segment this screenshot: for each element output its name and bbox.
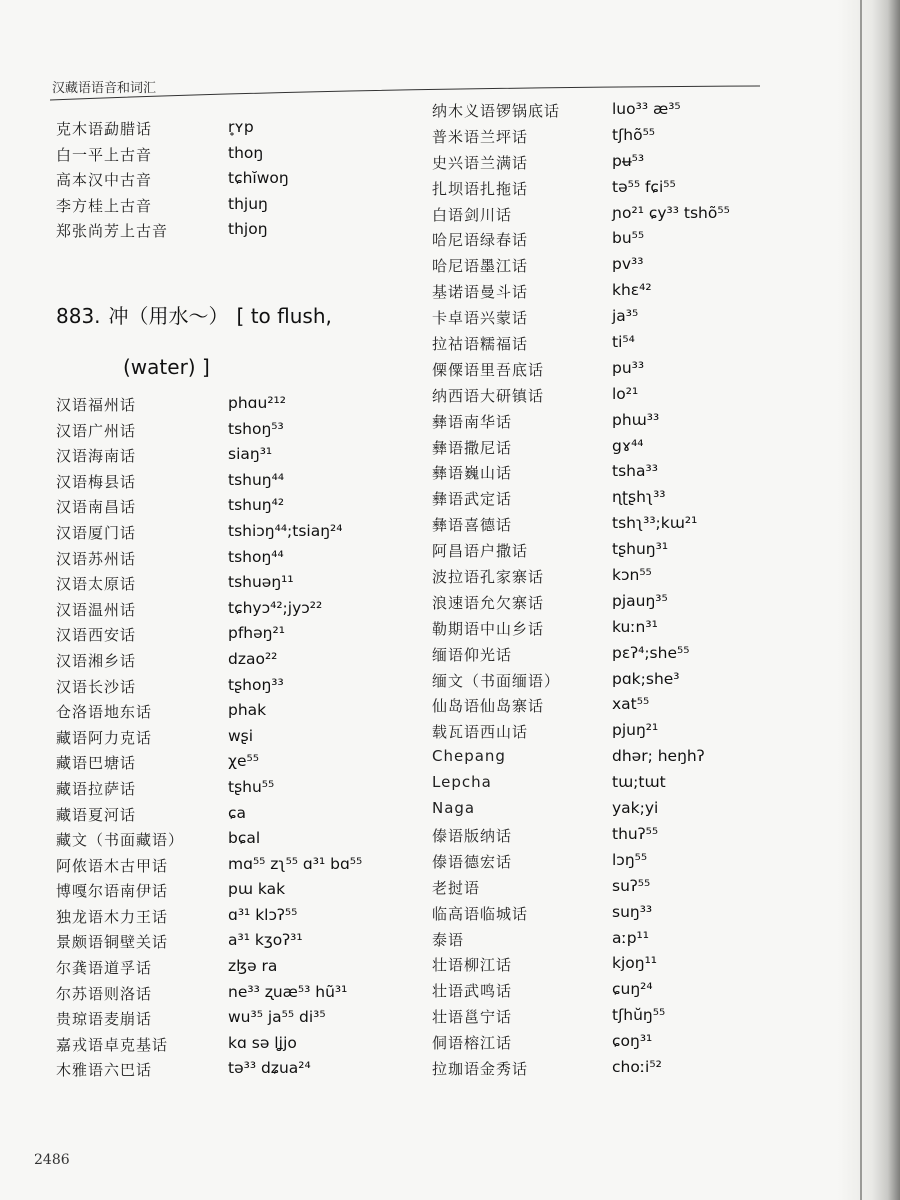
language-name: 彝语喜德话 bbox=[432, 516, 513, 535]
language-name: 临高语临城话 bbox=[432, 904, 529, 923]
phonetic-form: tʃhõ⁵⁵ bbox=[612, 125, 656, 144]
entry-row bbox=[432, 618, 862, 644]
language-name: 克木语勐腊话 bbox=[56, 120, 153, 138]
language-name: 纳西语大研镇话 bbox=[432, 386, 545, 405]
phonetic-form: dzao²² bbox=[228, 649, 278, 668]
phonetic-form: kɔn⁵⁵ bbox=[612, 566, 652, 585]
phonetic-form: ɕoŋ³¹ bbox=[612, 1032, 653, 1051]
right-column-entries bbox=[432, 100, 862, 1084]
phonetic-form: tshuŋ⁴² bbox=[228, 496, 285, 515]
language-name: 独龙语木力王话 bbox=[56, 907, 169, 926]
phonetic-form: phɯ³³ bbox=[612, 410, 660, 429]
language-name: 壮语武鸣话 bbox=[432, 982, 513, 1001]
entry-gloss-part1: [ to flush, bbox=[236, 304, 332, 328]
phonetic-form: pʉ⁵³ bbox=[612, 151, 645, 170]
language-name: 汉语南昌话 bbox=[56, 498, 137, 517]
phonetic-form: pɯ kak bbox=[228, 880, 286, 899]
entry-row bbox=[56, 931, 426, 957]
entry-row bbox=[56, 169, 426, 195]
language-name: 浪速语允欠寨话 bbox=[432, 593, 545, 612]
entry-row bbox=[56, 1008, 426, 1034]
phonetic-form: χe⁵⁵ bbox=[228, 752, 259, 771]
language-name: 汉语苏州话 bbox=[56, 549, 137, 568]
entry-row bbox=[432, 307, 862, 333]
phonetic-form: zɮə ra bbox=[228, 957, 278, 976]
entry-row bbox=[56, 676, 426, 702]
entry-row bbox=[56, 445, 426, 471]
entry-row bbox=[56, 118, 426, 144]
entry-row bbox=[56, 880, 426, 906]
entry-row bbox=[432, 255, 862, 281]
entry-row bbox=[56, 548, 426, 574]
phonetic-form: choːi⁵² bbox=[612, 1057, 662, 1076]
entry-row bbox=[432, 670, 862, 696]
page-number: 2486 bbox=[34, 1152, 70, 1168]
phonetic-form: kjoŋ¹¹ bbox=[612, 954, 658, 973]
phonetic-form: tshʅ³³;kɯ²¹ bbox=[612, 514, 698, 533]
language-name: 汉语梅县话 bbox=[56, 472, 137, 491]
language-name: 藏语巴塘话 bbox=[56, 754, 137, 773]
entry-row bbox=[56, 778, 426, 804]
entry-row bbox=[432, 1058, 862, 1084]
entry-row bbox=[432, 644, 862, 670]
language-name: 汉语福州话 bbox=[56, 396, 137, 414]
entry-row bbox=[56, 420, 426, 446]
phonetic-form: tshuəŋ¹¹ bbox=[228, 573, 294, 592]
entry-row bbox=[56, 957, 426, 983]
entry-row bbox=[56, 855, 426, 881]
phonetic-form: thjoŋ bbox=[228, 220, 268, 239]
entry-row bbox=[432, 954, 862, 980]
phonetic-form: khɛ⁴² bbox=[612, 281, 652, 300]
entry-row bbox=[432, 903, 862, 929]
language-name: 哈尼语墨江话 bbox=[432, 257, 529, 276]
language-name: 藏语夏河话 bbox=[56, 805, 137, 824]
phonetic-form: tʂhuŋ³¹ bbox=[612, 540, 669, 559]
entry-row bbox=[56, 829, 426, 855]
phonetic-form: tsha³³ bbox=[612, 462, 658, 481]
entry-row bbox=[432, 721, 862, 747]
phonetic-form: yak;yi bbox=[612, 799, 659, 818]
language-name: 汉语温州话 bbox=[56, 600, 137, 619]
entry-row bbox=[56, 496, 426, 522]
language-name: 泰语 bbox=[432, 930, 465, 949]
running-head: 汉藏语语音和词汇 bbox=[52, 81, 157, 96]
phonetic-form: wʂi bbox=[228, 726, 254, 745]
entry-row bbox=[432, 204, 862, 230]
phonetic-form: lɔŋ⁵⁵ bbox=[612, 850, 648, 869]
phonetic-form: siaŋ³¹ bbox=[228, 445, 273, 464]
entry-row bbox=[56, 727, 426, 753]
language-name: 勒期语中山乡话 bbox=[432, 619, 545, 638]
entry-row bbox=[432, 462, 862, 488]
entry-row bbox=[432, 411, 862, 437]
language-name: Lepcha bbox=[432, 773, 492, 792]
phonetic-form: luo³³ æ³⁵ bbox=[612, 100, 681, 118]
phonetic-form: tʃhŭŋ⁵⁵ bbox=[612, 1006, 666, 1025]
language-name: 高本汉中古音 bbox=[56, 171, 153, 190]
phonetic-form: kuːn³¹ bbox=[612, 617, 658, 636]
phonetic-form: bu⁵⁵ bbox=[612, 229, 645, 248]
entry-row bbox=[432, 566, 862, 592]
entry-row bbox=[432, 825, 862, 851]
language-name: 藏语拉萨话 bbox=[56, 779, 137, 798]
language-name: 藏语阿力克话 bbox=[56, 728, 153, 747]
language-name: 阿侬语木古甲话 bbox=[56, 856, 169, 875]
entry-row bbox=[432, 229, 862, 255]
left-column-top bbox=[56, 118, 426, 246]
phonetic-form: ɕuŋ²⁴ bbox=[612, 980, 653, 999]
phonetic-form: ne³³ ʐuæ⁵³ hũ³¹ bbox=[228, 982, 348, 1001]
language-name: 哈尼语绿春话 bbox=[432, 231, 529, 250]
language-name: 史兴语兰满话 bbox=[432, 153, 529, 172]
entry-gloss-part2: (water) ] bbox=[123, 355, 210, 379]
entry-row bbox=[432, 385, 862, 411]
language-name: 汉语广州话 bbox=[56, 421, 137, 440]
phonetic-form: pjuŋ²¹ bbox=[612, 721, 659, 740]
entry-row bbox=[432, 333, 862, 359]
entry-row bbox=[56, 471, 426, 497]
language-name: Naga bbox=[432, 799, 476, 818]
language-name: 汉语湘乡话 bbox=[56, 651, 137, 670]
language-name: 波拉语孔家寨话 bbox=[432, 568, 545, 587]
entry-row bbox=[56, 220, 426, 246]
entry-row bbox=[432, 540, 862, 566]
entry-row bbox=[432, 152, 862, 178]
language-name: 景颇语铜壁关话 bbox=[56, 933, 169, 952]
left-column-entries bbox=[56, 394, 426, 1085]
language-name: 老挝语 bbox=[432, 878, 481, 897]
entry-row bbox=[56, 1034, 426, 1060]
language-name: 彝语南华话 bbox=[432, 412, 513, 431]
entry-row bbox=[56, 701, 426, 727]
language-name: 白一平上古音 bbox=[56, 145, 153, 164]
entry-heading bbox=[56, 300, 340, 379]
language-name: 尔龚语道孚话 bbox=[56, 959, 153, 978]
entry-row bbox=[56, 906, 426, 932]
entry-row bbox=[432, 695, 862, 721]
phonetic-form: a³¹ kʒoʔ³¹ bbox=[228, 931, 303, 950]
phonetic-form: suʔ⁵⁵ bbox=[612, 876, 651, 895]
entry-row bbox=[432, 799, 862, 825]
phonetic-form: dhər; heŋhʔ bbox=[612, 747, 705, 766]
phonetic-form: ɳʈʂhʅ³³ bbox=[612, 488, 666, 507]
language-name: 彝语武定话 bbox=[432, 490, 513, 509]
language-name: 缅文（书面缅语） bbox=[432, 671, 561, 690]
entry-row bbox=[432, 773, 862, 799]
entry-row bbox=[56, 195, 426, 221]
phonetic-form: lo²¹ bbox=[612, 384, 639, 403]
entry-row bbox=[56, 144, 426, 170]
language-name: 嘉戎语卓克基话 bbox=[56, 1035, 169, 1054]
language-name: 汉语海南话 bbox=[56, 447, 137, 466]
language-name: 缅语仰光话 bbox=[432, 645, 513, 664]
entry-row bbox=[56, 624, 426, 650]
language-name: 彝语巍山话 bbox=[432, 464, 513, 483]
language-name: 郑张尚芳上古音 bbox=[56, 222, 169, 241]
language-name: 基诺语曼斗话 bbox=[432, 283, 529, 302]
language-name: 壮语邕宁话 bbox=[432, 1008, 513, 1027]
phonetic-form: thoŋ bbox=[228, 143, 264, 162]
language-name: 博嘎尔语南伊话 bbox=[56, 882, 169, 901]
phonetic-form: thjuŋ bbox=[228, 194, 268, 213]
language-name: 白语剑川话 bbox=[432, 205, 513, 224]
phonetic-form: tɕhĭwoŋ bbox=[228, 169, 289, 188]
phonetic-form: mɑ⁵⁵ zʅ⁵⁵ ɑ³¹ bɑ⁵⁵ bbox=[228, 854, 363, 873]
phonetic-form: ja³⁵ bbox=[612, 307, 639, 326]
phonetic-form: xat⁵⁵ bbox=[612, 695, 650, 714]
phonetic-form: phɑu²¹² bbox=[228, 394, 286, 412]
phonetic-form: tshiɔŋ⁴⁴;tsiaŋ²⁴ bbox=[228, 521, 343, 540]
language-name: 汉语厦门话 bbox=[56, 523, 137, 542]
entry-row bbox=[432, 437, 862, 463]
phonetic-form: tshoŋ⁵³ bbox=[228, 419, 284, 438]
entry-row bbox=[432, 488, 862, 514]
language-name: 卡卓语兴蒙话 bbox=[432, 309, 529, 328]
entry-row bbox=[432, 359, 862, 385]
entry-number: 883. bbox=[56, 304, 101, 328]
language-name: 仙岛语仙岛寨话 bbox=[432, 697, 545, 716]
phonetic-form: pɑk;she³ bbox=[612, 669, 680, 688]
phonetic-form: pjauŋ³⁵ bbox=[612, 591, 668, 610]
language-name: 仓洛语地东话 bbox=[56, 703, 153, 722]
phonetic-form: pv³³ bbox=[612, 255, 644, 274]
phonetic-form: tɯ;tɯt bbox=[612, 773, 666, 792]
entry-row bbox=[432, 877, 862, 903]
entry-row bbox=[56, 650, 426, 676]
language-name: 汉语长沙话 bbox=[56, 677, 137, 696]
phonetic-form: gɤ⁴⁴ bbox=[612, 436, 644, 455]
entry-row bbox=[432, 980, 862, 1006]
entry-row bbox=[432, 1032, 862, 1058]
entry-row bbox=[432, 851, 862, 877]
phonetic-form: tshoŋ⁴⁴ bbox=[228, 547, 284, 566]
entry-heading-line1 bbox=[56, 300, 340, 329]
entry-row bbox=[432, 514, 862, 540]
entry-row bbox=[56, 394, 426, 420]
phonetic-form: pu³³ bbox=[612, 358, 645, 377]
phonetic-form: thuʔ⁵⁵ bbox=[612, 824, 659, 843]
entry-row bbox=[432, 126, 862, 152]
language-name: 侗语榕江话 bbox=[432, 1034, 513, 1053]
phonetic-form: bɕal bbox=[228, 829, 261, 848]
phonetic-form: tʂhu⁵⁵ bbox=[228, 777, 275, 796]
phonetic-form: r̥ʏp bbox=[228, 118, 254, 136]
phonetic-form: ɑ³¹ klɔʔ⁵⁵ bbox=[228, 905, 298, 924]
language-name: 扎坝语扎拖话 bbox=[432, 179, 529, 198]
entry-row bbox=[56, 599, 426, 625]
language-name: 阿昌语户撒话 bbox=[432, 542, 529, 561]
phonetic-form: aːp¹¹ bbox=[612, 928, 649, 947]
language-name: 尔苏语则洛话 bbox=[56, 984, 153, 1003]
entry-row bbox=[56, 522, 426, 548]
phonetic-form: pfhəŋ²¹ bbox=[228, 624, 285, 643]
language-name: 木雅语六巴话 bbox=[56, 1061, 153, 1080]
language-name: 傣语德宏话 bbox=[432, 852, 513, 871]
language-name: 普米语兰坪话 bbox=[432, 127, 529, 146]
entry-row bbox=[432, 100, 862, 126]
phonetic-form: tʂhoŋ³³ bbox=[228, 675, 284, 694]
entry-row bbox=[56, 983, 426, 1009]
phonetic-form: pɛʔ⁴;she⁵⁵ bbox=[612, 643, 690, 662]
phonetic-form: wu³⁵ ja⁵⁵ di³⁵ bbox=[228, 1008, 326, 1027]
entry-row bbox=[432, 747, 862, 773]
language-name: 汉语太原话 bbox=[56, 575, 137, 594]
entry-row bbox=[56, 1059, 426, 1085]
entry-row bbox=[432, 929, 862, 955]
language-name: 汉语西安话 bbox=[56, 626, 137, 645]
entry-row bbox=[56, 804, 426, 830]
language-name: 彝语撒尼话 bbox=[432, 438, 513, 457]
entry-row bbox=[56, 752, 426, 778]
language-name: 李方桂上古音 bbox=[56, 196, 153, 215]
phonetic-form: tɕhyɔ⁴²;jyɔ²² bbox=[228, 598, 323, 617]
entry-row bbox=[432, 281, 862, 307]
entry-row bbox=[432, 178, 862, 204]
phonetic-form: kɑ sə lʝjo bbox=[228, 1033, 297, 1052]
phonetic-form: ti⁵⁴ bbox=[612, 333, 635, 352]
language-name: 载瓦语西山话 bbox=[432, 723, 529, 742]
language-name: 壮语柳江话 bbox=[432, 956, 513, 975]
language-name: 傈僳语里吾底话 bbox=[432, 360, 545, 379]
phonetic-form: tə⁵⁵ fɕi⁵⁵ bbox=[612, 177, 676, 196]
language-name: 藏文（书面藏语） bbox=[56, 831, 185, 850]
language-name: 傣语版纳话 bbox=[432, 826, 513, 845]
running-head-rule bbox=[50, 74, 760, 102]
language-name: 拉祜语糯福话 bbox=[432, 335, 529, 354]
phonetic-form: tə³³ dʑua²⁴ bbox=[228, 1059, 311, 1078]
language-name: 拉珈语金秀话 bbox=[432, 1059, 529, 1078]
language-name: 纳木义语锣锅底话 bbox=[432, 102, 561, 120]
phonetic-form: tshuŋ⁴⁴ bbox=[228, 470, 285, 489]
entry-row bbox=[432, 1006, 862, 1032]
language-name: 贵琼语麦崩话 bbox=[56, 1010, 153, 1029]
phonetic-form: ɕa bbox=[228, 803, 247, 822]
phonetic-form: phak bbox=[228, 701, 267, 720]
phonetic-form: suŋ³³ bbox=[612, 902, 653, 921]
entry-headword: 冲（用水～） bbox=[108, 304, 229, 328]
language-name: Chepang bbox=[432, 747, 506, 766]
entry-row bbox=[56, 573, 426, 599]
phonetic-form: ɲo²¹ ɕy³³ tshõ⁵⁵ bbox=[612, 203, 730, 222]
entry-row bbox=[432, 592, 862, 618]
